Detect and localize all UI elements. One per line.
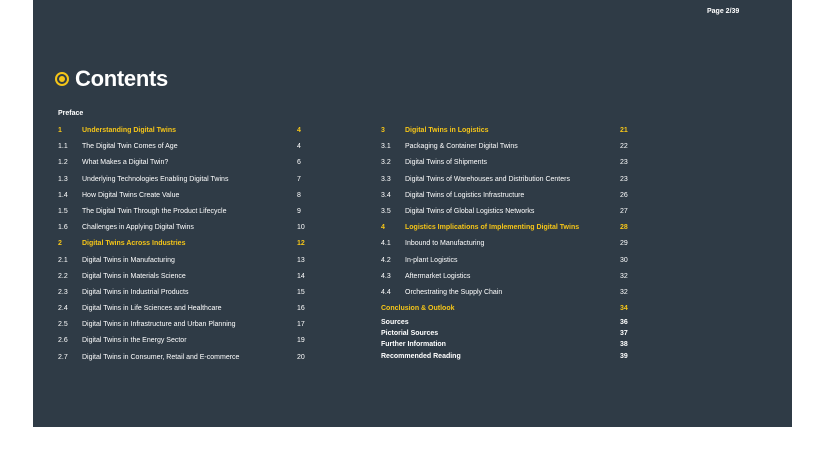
toc-entry-number: 1.2 (58, 159, 68, 167)
toc-entry-row[interactable] (381, 286, 629, 302)
toc-entry-page: 4 (297, 143, 301, 151)
toc-entry-label: Digital Twins in the Energy Sector (82, 337, 187, 345)
toc-entry-page: 8 (297, 191, 301, 199)
toc-entry-page: 23 (620, 159, 628, 167)
toc-entry-row[interactable] (381, 270, 629, 286)
toc-entry-label: Packaging & Container Digital Twins (405, 143, 518, 151)
toc-entry-number: 3.2 (381, 159, 391, 167)
toc-extra-row[interactable] (381, 352, 629, 363)
toc-entry-label: Conclusion & Outlook (381, 305, 455, 313)
toc-entry-number: 4.3 (381, 272, 391, 280)
toc-extra-row[interactable] (381, 318, 629, 329)
toc-entry-number: 1.4 (58, 191, 68, 199)
toc-entry-page: 7 (297, 175, 301, 183)
target-icon (55, 72, 69, 86)
toc-entry-page: 34 (620, 305, 628, 313)
toc-entry-label: Digital Twins of Global Logistics Networks (405, 207, 535, 215)
toc-entry-row[interactable] (58, 318, 306, 334)
toc-entry-label: Digital Twins of Shipments (405, 159, 487, 167)
toc-entry-label: Logistics Implications of Implementing Digital Twins (405, 224, 580, 232)
toc-entry-number: 4.4 (381, 288, 391, 296)
toc-entry-number: 3.3 (381, 175, 391, 183)
toc-entry-page: 29 (620, 240, 628, 248)
toc-entry-number: 4.2 (381, 256, 391, 264)
toc-entry-page: 32 (620, 272, 628, 280)
toc-entry-page: 14 (297, 272, 305, 280)
toc-entry-label: The Digital Twin Through the Product Lifecycle (82, 207, 227, 215)
toc-entry-number: 2.7 (58, 353, 68, 361)
toc-entry-page: 19 (297, 337, 305, 345)
toc-entry-label: Digital Twins in Industrial Products (82, 288, 189, 296)
toc-entry-label: Sources (381, 319, 409, 326)
toc-entry-row[interactable] (58, 221, 306, 237)
toc-entry-row[interactable] (58, 189, 306, 205)
toc-entry-row[interactable] (58, 173, 306, 189)
toc-entry-number: 2.3 (58, 288, 68, 296)
toc-entry-label: What Makes a Digital Twin? (82, 159, 169, 167)
toc-entry-page: 17 (297, 321, 305, 329)
toc-entry-page: 28 (620, 224, 628, 232)
toc-entry-page: 38 (620, 341, 628, 349)
toc-entry-label: Digital Twins in Infrastructure and Urban Planning (82, 321, 236, 329)
toc-entry-row[interactable] (381, 173, 629, 189)
toc-entry-label: In-plant Logistics (405, 256, 458, 264)
toc-entry-row[interactable] (58, 351, 306, 367)
toc-entry-page: 15 (297, 288, 305, 296)
contents-page (33, 0, 792, 427)
toc-extra-row[interactable] (381, 329, 629, 340)
toc-entry-label: Digital Twins in Consumer, Retail and E-commerce (82, 353, 240, 361)
toc-entry-number: 3.4 (381, 191, 391, 199)
toc-entry-row[interactable] (381, 254, 629, 270)
toc-entry-row[interactable] (58, 334, 306, 350)
toc-entry-page: 37 (620, 330, 628, 338)
toc-entry-page: 21 (620, 127, 628, 134)
toc-entry-label: How Digital Twins Create Value (82, 191, 180, 199)
toc-entry-row[interactable] (381, 205, 629, 221)
toc-entry-number: 1.5 (58, 207, 68, 215)
toc-entry-label: Underlying Technologies Enabling Digital Twins (82, 175, 229, 183)
toc-entry-page: 16 (297, 305, 305, 313)
toc-entry-label: Understanding Digital Twins (82, 127, 176, 134)
toc-entry-label: Digital Twins of Warehouses and Distribution Centers (405, 175, 570, 183)
toc-entry-number: 3.5 (381, 207, 391, 215)
toc-entry-page: 12 (297, 240, 305, 248)
toc-entry-label: Digital Twins Across Industries (82, 240, 186, 248)
toc-entry-number: 2.1 (58, 256, 68, 264)
toc-entry-label: Challenges in Applying Digital Twins (82, 224, 194, 232)
toc-section-row[interactable] (381, 124, 629, 140)
toc-entry-page: 22 (620, 143, 628, 151)
toc-section-row[interactable] (381, 221, 629, 237)
toc-entry-label: Recommended Reading (381, 352, 461, 360)
toc-entry-page: 9 (297, 207, 301, 215)
toc-entry-page: 4 (297, 127, 301, 134)
toc-entry-row[interactable] (58, 270, 306, 286)
toc-entry-row[interactable] (58, 302, 306, 318)
toc-entry-number: 3 (381, 127, 385, 134)
toc-entry-page: 6 (297, 159, 301, 167)
toc-entry-page: 39 (620, 352, 628, 360)
toc-entry-page: 26 (620, 191, 628, 199)
toc-entry-label: Digital Twins in Logistics (405, 127, 489, 134)
toc-entry-number: 1.6 (58, 224, 68, 232)
toc-entry-label: Digital Twins in Manufacturing (82, 256, 175, 264)
toc-entry-label: Digital Twins in Materials Science (82, 272, 186, 280)
toc-entry-row[interactable] (58, 140, 306, 156)
toc-extra-row[interactable] (381, 340, 629, 351)
toc-entry-label: Aftermarket Logistics (405, 272, 471, 280)
toc-entry-page: 32 (620, 288, 628, 296)
toc-entry-page: 10 (297, 224, 305, 232)
toc-section-row[interactable] (381, 302, 629, 318)
toc-entry-page: 27 (620, 207, 628, 215)
toc-entry-number: 3.1 (381, 143, 391, 151)
toc-entry-label: Pictorial Sources (381, 330, 439, 338)
toc-entry-number: 4 (381, 224, 385, 232)
toc-entry-number: 1.3 (58, 175, 68, 183)
toc-entry-label: The Digital Twin Comes of Age (82, 143, 178, 151)
toc-entry-number: 2.5 (58, 321, 68, 329)
toc-entry-page: 13 (297, 256, 305, 264)
toc-entry-row[interactable] (381, 237, 629, 253)
toc-right-column (381, 124, 629, 318)
toc-entry-row[interactable] (381, 140, 629, 156)
toc-entry-row[interactable] (58, 254, 306, 270)
toc-entry-page: 23 (620, 175, 628, 183)
toc-entry-page: 20 (297, 353, 305, 361)
toc-entry-number: 2.2 (58, 272, 68, 280)
toc-section-row[interactable] (58, 124, 306, 140)
toc-entry-page: 36 (620, 319, 628, 326)
toc-entry-number: 1 (58, 127, 62, 134)
toc-entry-number: 1.1 (58, 143, 68, 151)
toc-section-row[interactable] (58, 237, 306, 253)
toc-entry-number: 2.6 (58, 337, 68, 345)
toc-left-column (58, 124, 306, 367)
toc-entry-page: 30 (620, 256, 628, 264)
page-title: Contents (75, 66, 168, 91)
toc-entry-label: Digital Twins in Life Sciences and Healthcare (82, 305, 222, 313)
toc-entry-number: 4.1 (381, 240, 391, 248)
toc-entry-label: Further Information (381, 341, 446, 349)
toc-entry-label: Orchestrating the Supply Chain (405, 288, 503, 296)
toc-entry-number: 2 (58, 240, 62, 248)
toc-entry-label: Inbound to Manufacturing (405, 240, 485, 248)
page-number: Page 2/39 (707, 8, 740, 15)
toc-entry-number: 2.4 (58, 305, 68, 313)
toc-extras (381, 318, 629, 363)
toc-entry-row[interactable] (381, 156, 629, 172)
toc-entry-row[interactable] (58, 286, 306, 302)
toc-entry-row[interactable] (58, 205, 306, 221)
toc-entry-row[interactable] (58, 156, 306, 172)
toc-entry-row[interactable] (381, 189, 629, 205)
title-row (55, 66, 168, 92)
toc-entry-label: Digital Twins of Logistics Infrastructure (405, 191, 525, 199)
toc-preface[interactable]: Preface (58, 110, 84, 117)
